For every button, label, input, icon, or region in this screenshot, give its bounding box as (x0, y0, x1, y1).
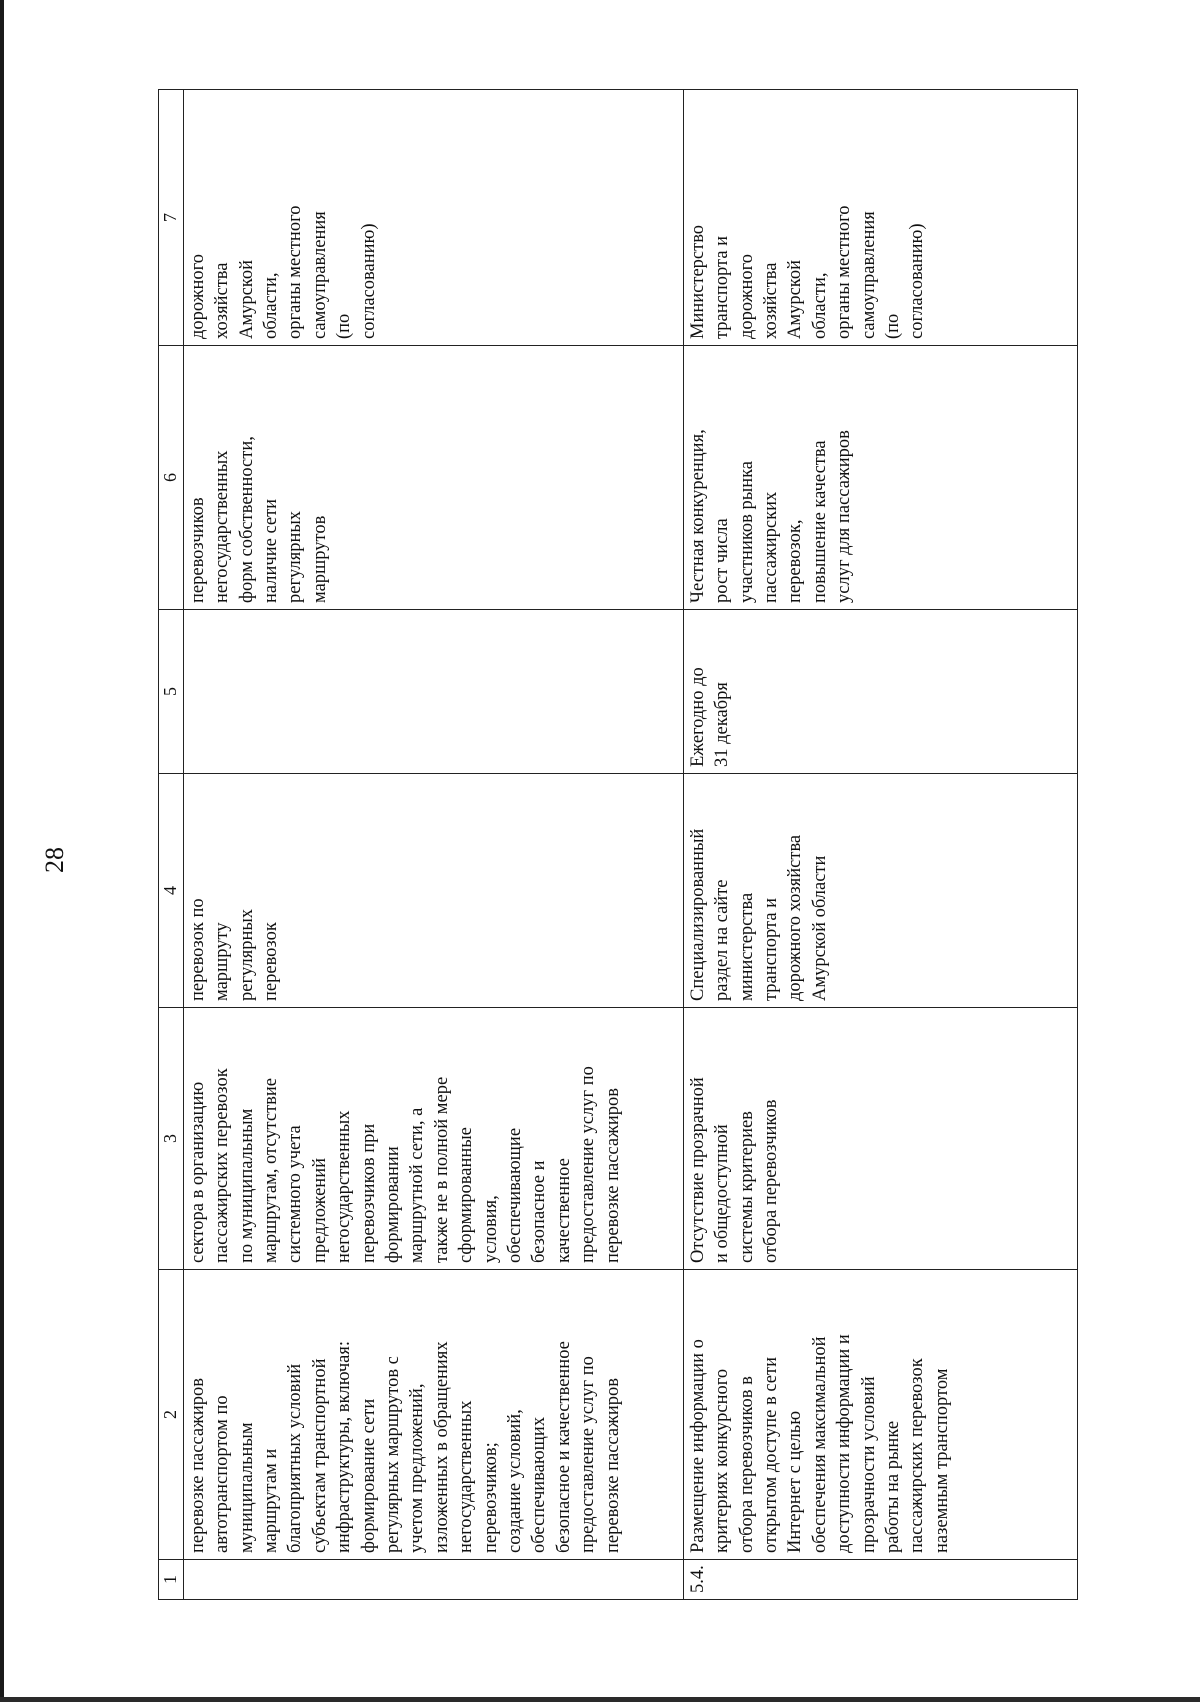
cell-deadline: Ежегодно до 31 декабря (683, 610, 1077, 774)
cell-executor: Министерство транспорта и дорожного хозяйства Амурской области, органы местного самоуправления (по согласованию) (683, 90, 1077, 346)
scan-edge-left (0, 0, 4, 1702)
scan-edge-bottom (0, 1697, 1200, 1702)
cell-document: перевозок по маршруту регулярных перевозок (183, 774, 683, 1008)
table-row (683, 90, 1077, 1600)
column-number: 1 (159, 1560, 184, 1600)
table-row (183, 90, 683, 1600)
column-number: 5 (159, 610, 184, 774)
page-number (40, 840, 70, 880)
cell-measure: Размещение информации о критериях конкурсного отбора перевозчиков в открытом доступе в сети Интернет с целью обеспечения максимальной доступности информации и прозрачности условий работы на рынке пассажирских перевозок наземным транспортом (683, 1270, 1077, 1560)
cell-deadline (183, 610, 683, 774)
page-number-text: 28 (40, 847, 69, 873)
column-number-row (159, 90, 184, 1600)
cell-number: 5.4. (683, 1560, 1077, 1600)
cell-measure: перевозке пассажиров автотранспортом по муниципальным маршрутам и благоприятных условий субъектам транспортной инфраструктуры, включая: формирование сети регулярных маршрутов с учетом предложений, изложенных в обращениях негосударственных перевозчиков; создание условий, обеспечивающих безопасное и качественное предоставление услуг по перевозке пассажиров (183, 1270, 683, 1560)
column-number: 4 (159, 774, 184, 1008)
cell-result: Честная конкуренция, рост числа участников рынка пассажирских перевозок, повышение качества услуг для пассажиров (683, 346, 1077, 610)
cell-document: Специализированный раздел на сайте министерства транспорта и дорожного хозяйства Амурской области (683, 774, 1077, 1008)
cell-number (183, 1560, 683, 1600)
column-number: 2 (159, 1270, 184, 1560)
column-number: 3 (159, 1008, 184, 1270)
cell-executor: дорожного хозяйства Амурской области, органы местного самоуправления (по согласованию) (183, 90, 683, 346)
rotated-table-wrapper (158, 90, 1078, 1600)
cell-result: перевозчиков негосударственных форм собственности, наличие сети регулярных маршрутов (183, 346, 683, 610)
measures-table (158, 89, 1078, 1600)
cell-problem: Отсутствие прозрачной и общедоступной системы критериев отбора перевозчиков (683, 1008, 1077, 1270)
cell-problem: сектора в организацию пассажирских перевозок по муниципальным маршрутам, отсутствие системного учета предложений негосударственных перевозчиков при формировании маршрутной сети, а также не в полной мере сформированные условия, обеспечивающие безопасное и качественное предоставление услуг по перевозке пассажиров (183, 1008, 683, 1270)
column-number: 7 (159, 90, 184, 346)
column-number: 6 (159, 346, 184, 610)
